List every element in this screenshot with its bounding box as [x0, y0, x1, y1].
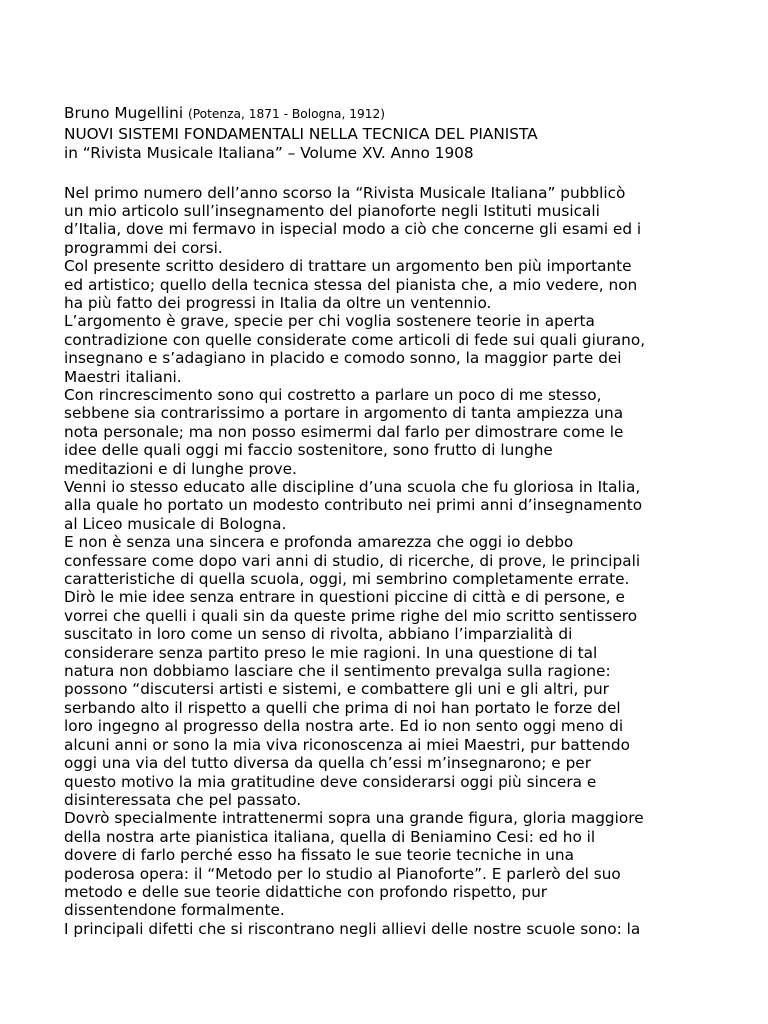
text-line: confessare come dopo vari anni di studio, di ricerche, di prove, le principali — [64, 551, 641, 570]
paragraph — [64, 478, 718, 533]
text-line: idee delle quali oggi mi faccio sostenitore, sono frutto di lunghe — [64, 441, 553, 460]
text-line: contradizione con quelle considerate come articoli di fede sui quali giurano, — [64, 330, 646, 349]
paragraph — [64, 533, 718, 588]
author-line — [64, 104, 718, 125]
text-line: al Liceo musicale di Bologna. — [64, 514, 287, 533]
text-line: alcuni anni or sono la mia viva riconoscenza ai miei Maestri, pur battendo — [64, 735, 630, 754]
text-line: suscitato in loro come un senso di rivolta, abbiano l’imparzialità di — [64, 625, 573, 644]
document-body — [64, 184, 718, 939]
text-line: Dovrò specialmente intrattenermi sopra una grande figura, gloria maggiore — [64, 809, 644, 828]
text-line: ed artistico; quello della tecnica stessa del pianista che, a mio vedere, non — [64, 275, 638, 294]
text-line: d’Italia, dove mi fermavo in ispecial modo a ciò che concerne gli esami ed i — [64, 220, 642, 239]
text-line: E non è senza una sincera e profonda amarezza che oggi io debbo — [64, 533, 574, 552]
text-line: meditazioni e di lunghe prove. — [64, 459, 297, 478]
text-line: serbando alto il rispetto a quelli che prima di noi han portato le forze del — [64, 698, 621, 717]
text-line: loro ingegno al progresso della nostra arte. Ed io non sento oggi meno di — [64, 717, 624, 736]
text-line: oggi una via del tutto diversa da quella ch’essi m’insegnarono; e per — [64, 754, 591, 773]
document-source: in “Rivista Musicale Italiana” – Volume XV. Anno 1908 — [64, 144, 474, 162]
text-line: Maestri italiani. — [64, 367, 182, 386]
paragraph — [64, 184, 718, 258]
author-dates: (Potenza, 1871 - Bologna, 1912) — [187, 107, 385, 121]
text-line: Venni io stesso educato alle discipline d’una scuola che fu gloriosa in Italia, — [64, 478, 641, 496]
text-line: dissentendone formalmente. — [64, 901, 285, 920]
text-line: dovere di farlo perché esso ha fissato le sue teorie tecniche in una — [64, 846, 574, 865]
text-line: programmi dei corsi. — [64, 238, 223, 257]
text-line: metodo e delle sue teorie didattiche con profondo rispetto, pur — [64, 882, 548, 901]
text-line: I principali difetti che si riscontrano negli allievi delle nostre scuole sono: la — [64, 919, 641, 938]
text-line: Nel primo numero dell’anno scorso la “Rivista Musicale Italiana” pubblicò — [64, 183, 626, 202]
text-line: un mio articolo sull’insegnamento del pianoforte negli Istituti musicali — [64, 201, 600, 220]
text-line: vorrei che quelli i quali sin da queste prime righe del mio scritto sentissero — [64, 606, 638, 625]
text-line: Col presente scritto desidero di trattare un argomento ben più importante — [64, 257, 632, 276]
text-line: Dirò le mie idee senza entrare in questioni piccine di città e di persone, e — [64, 588, 625, 607]
text-line: alla quale ho portato un modesto contributo nei primi anni d’insegnamento — [64, 496, 643, 515]
text-line: della nostra arte pianistica italiana, quella di Beniamino Cesi: ed ho il — [64, 827, 596, 846]
text-line: possono “discutersi artisti e sistemi, e combattere gli uni e gli altri, pur — [64, 680, 609, 699]
paragraph — [64, 257, 718, 312]
document-header — [64, 104, 718, 164]
text-line: ha più fatto dei progressi in Italia da oltre un ventennio. — [64, 293, 492, 312]
paragraph — [64, 386, 718, 478]
text-line: considerare senza partito preso le mie ragioni. In una questione di tal — [64, 643, 598, 662]
paragraph — [64, 809, 718, 919]
text-line: caratteristiche di quella scuola, oggi, mi sembrino completamente errate. — [64, 570, 630, 589]
text-line: poderosa opera: il “Metodo per lo studio al Pianoforte”. E parlerò del suo — [64, 864, 621, 883]
paragraph — [64, 312, 718, 386]
text-line: insegnano e s’adagiano in placido e comodo sonno, la maggior parte dei — [64, 349, 622, 368]
document-title: NUOVI SISTEMI FONDAMENTALI NELLA TECNICA DEL PIANISTA — [64, 124, 538, 143]
text-line: questo motivo la mia gratitudine deve considerarsi oggi più sincera e — [64, 772, 597, 791]
text-line: disinteressata che pel passato. — [64, 790, 302, 809]
author-name: Bruno Mugellini — [64, 104, 184, 122]
paragraph — [64, 920, 718, 938]
text-line: Con rincrescimento sono qui costretto a parlare un poco di me stesso, — [64, 385, 602, 404]
text-line: L’argomento è grave, specie per chi voglia sostenere teorie in aperta — [64, 312, 595, 331]
paragraph — [64, 588, 718, 809]
text-line: nota personale; ma non posso esimermi dal farlo per dimostrare come le — [64, 422, 624, 441]
text-line: natura non dobbiamo lasciare che il sentimento prevalga sulla ragione: — [64, 662, 611, 681]
text-line: sebbene sia contrarissimo a portare in argomento di tanta ampiezza una — [64, 404, 624, 423]
